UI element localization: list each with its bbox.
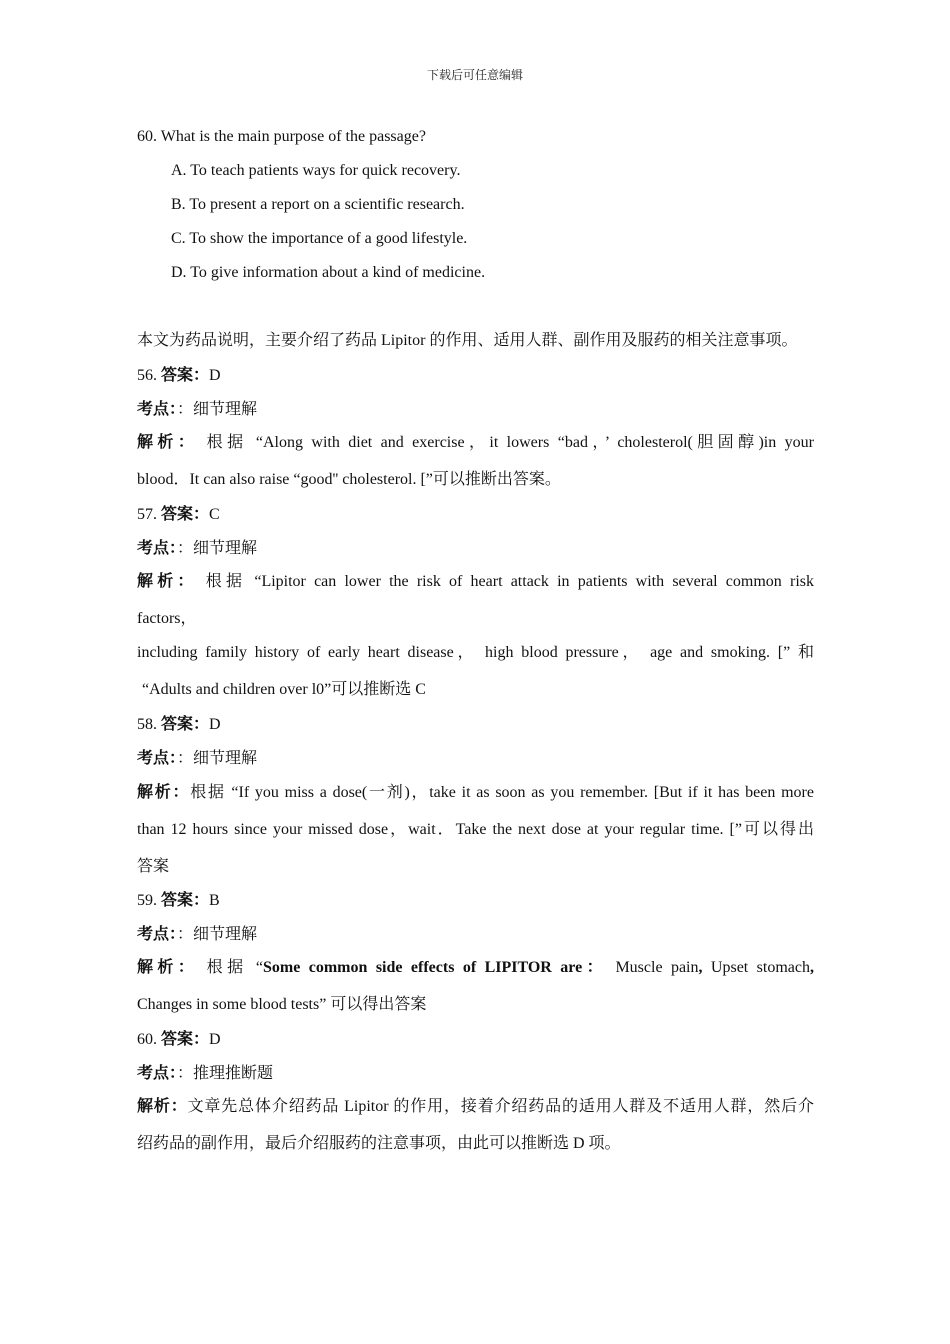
- analysis-56-line-2: blood．It can also raise “good'' cholesterol. [”可以推断出答案。: [137, 471, 561, 488]
- answer-56-line: [137, 366, 221, 386]
- answer-value: D: [209, 716, 221, 733]
- analysis-comma: ,: [698, 959, 703, 976]
- analysis-56-line-1: [137, 433, 814, 453]
- answer-57-line: [137, 505, 220, 525]
- answer-number: 56.: [137, 367, 157, 384]
- analysis-label: 解析：: [137, 1098, 188, 1115]
- analysis-57-line-1: [137, 572, 814, 592]
- answer-label: 答案：: [161, 367, 210, 384]
- point-59-line: [137, 925, 257, 945]
- analysis-57-line-4: “Adults and children over l0”可以推断选 C: [142, 681, 426, 698]
- analysis-label: 解析：: [137, 784, 191, 801]
- analysis-label: 解析：: [137, 959, 199, 976]
- answer-58-line: [137, 715, 221, 735]
- analysis-60-line-1: [137, 1097, 814, 1117]
- analysis-text: 根据 “Along with diet and exercise，it lowers “bad，’ cholesterol(胆固醇)in your: [206, 434, 814, 451]
- answer-number: 60.: [137, 1031, 157, 1048]
- point-label: 考点：: [137, 750, 178, 767]
- analysis-comma: ,: [810, 959, 814, 976]
- point-57-line: [137, 539, 257, 559]
- analysis-text: 文章先总体介绍药品 Lipitor 的作用，接着介绍药品的适用人群及不适用人群，然后介: [187, 1098, 814, 1115]
- point-56-line: [137, 400, 257, 420]
- answer-label: 答案：: [161, 506, 210, 523]
- answer-59-line: [137, 891, 220, 911]
- answer-number: 58.: [137, 716, 157, 733]
- point-label: 考点：: [137, 540, 178, 557]
- answer-60-line: [137, 1030, 221, 1050]
- analysis-text: 根据 “If you miss a dose(一剂)，take it as soon as you remember. [But if it has been more: [190, 784, 814, 801]
- point-58-line: [137, 749, 257, 769]
- page-header-note: 下载后可任意编辑: [426, 68, 523, 82]
- answer-number: 57.: [137, 506, 157, 523]
- point-60-line: [137, 1064, 273, 1084]
- point-value: ：细节理解: [177, 401, 258, 418]
- analysis-text: Upset stomach: [702, 959, 810, 976]
- point-value: ：细节理解: [177, 750, 258, 767]
- analysis-58-line-3: 答案: [137, 858, 170, 875]
- option-d: D. To give information about a kind of medicine.: [171, 264, 486, 281]
- point-value: ：推理推断题: [177, 1065, 274, 1082]
- option-a: A. To teach patients ways for quick recovery.: [171, 162, 461, 179]
- analysis-bold-quote: Some common side effects of LIPITOR are：: [263, 959, 608, 976]
- analysis-60-line-2: 绍药品的副作用，最后介绍服药的注意事项，由此可以推断选 D 项。: [137, 1135, 621, 1152]
- analysis-57-line-2: factors，: [137, 610, 197, 627]
- analysis-text: Muscle pain: [607, 959, 699, 976]
- question-stem: 60. What is the main purpose of the passage?: [137, 128, 426, 145]
- point-label: 考点：: [137, 401, 178, 418]
- analysis-label: 解析：: [137, 434, 199, 451]
- answer-label: 答案：: [161, 716, 210, 733]
- answer-label: 答案：: [161, 1031, 210, 1048]
- point-label: 考点：: [137, 1065, 178, 1082]
- point-label: 考点：: [137, 926, 178, 943]
- option-c: C. To show the importance of a good lifestyle.: [171, 230, 468, 247]
- analysis-59-line-1: [137, 958, 814, 978]
- analysis-label: 解析：: [137, 573, 198, 590]
- analysis-58-line-1: [137, 783, 814, 803]
- analysis-58-line-2: than 12 hours since your missed dose，wait．Take the next dose at your regular time. [”可以得出: [137, 821, 814, 838]
- analysis-lead: 根据 “: [206, 959, 264, 976]
- answer-value: D: [209, 367, 221, 384]
- answer-value: D: [209, 1031, 221, 1048]
- answer-value: C: [209, 506, 220, 523]
- point-value: ：细节理解: [177, 926, 258, 943]
- analysis-text: 根据 “Lipitor can lower the risk of heart attack in patients with several common risk: [205, 573, 814, 590]
- analysis-57-line-3: including family history of early heart disease， high blood pressure， age and smoking. [” 和: [137, 644, 814, 661]
- passage-summary: 本文为药品说明，主要介绍了药品 Lipitor 的作用、适用人群、副作用及服药的相关注意事项。: [137, 332, 798, 349]
- answer-label: 答案：: [161, 892, 210, 909]
- answer-value: B: [209, 892, 220, 909]
- point-value: ：细节理解: [177, 540, 258, 557]
- option-b: B. To present a report on a scientific research.: [171, 196, 465, 213]
- answer-number: 59.: [137, 892, 157, 909]
- analysis-59-line-2: Changes in some blood tests” 可以得出答案: [137, 996, 427, 1013]
